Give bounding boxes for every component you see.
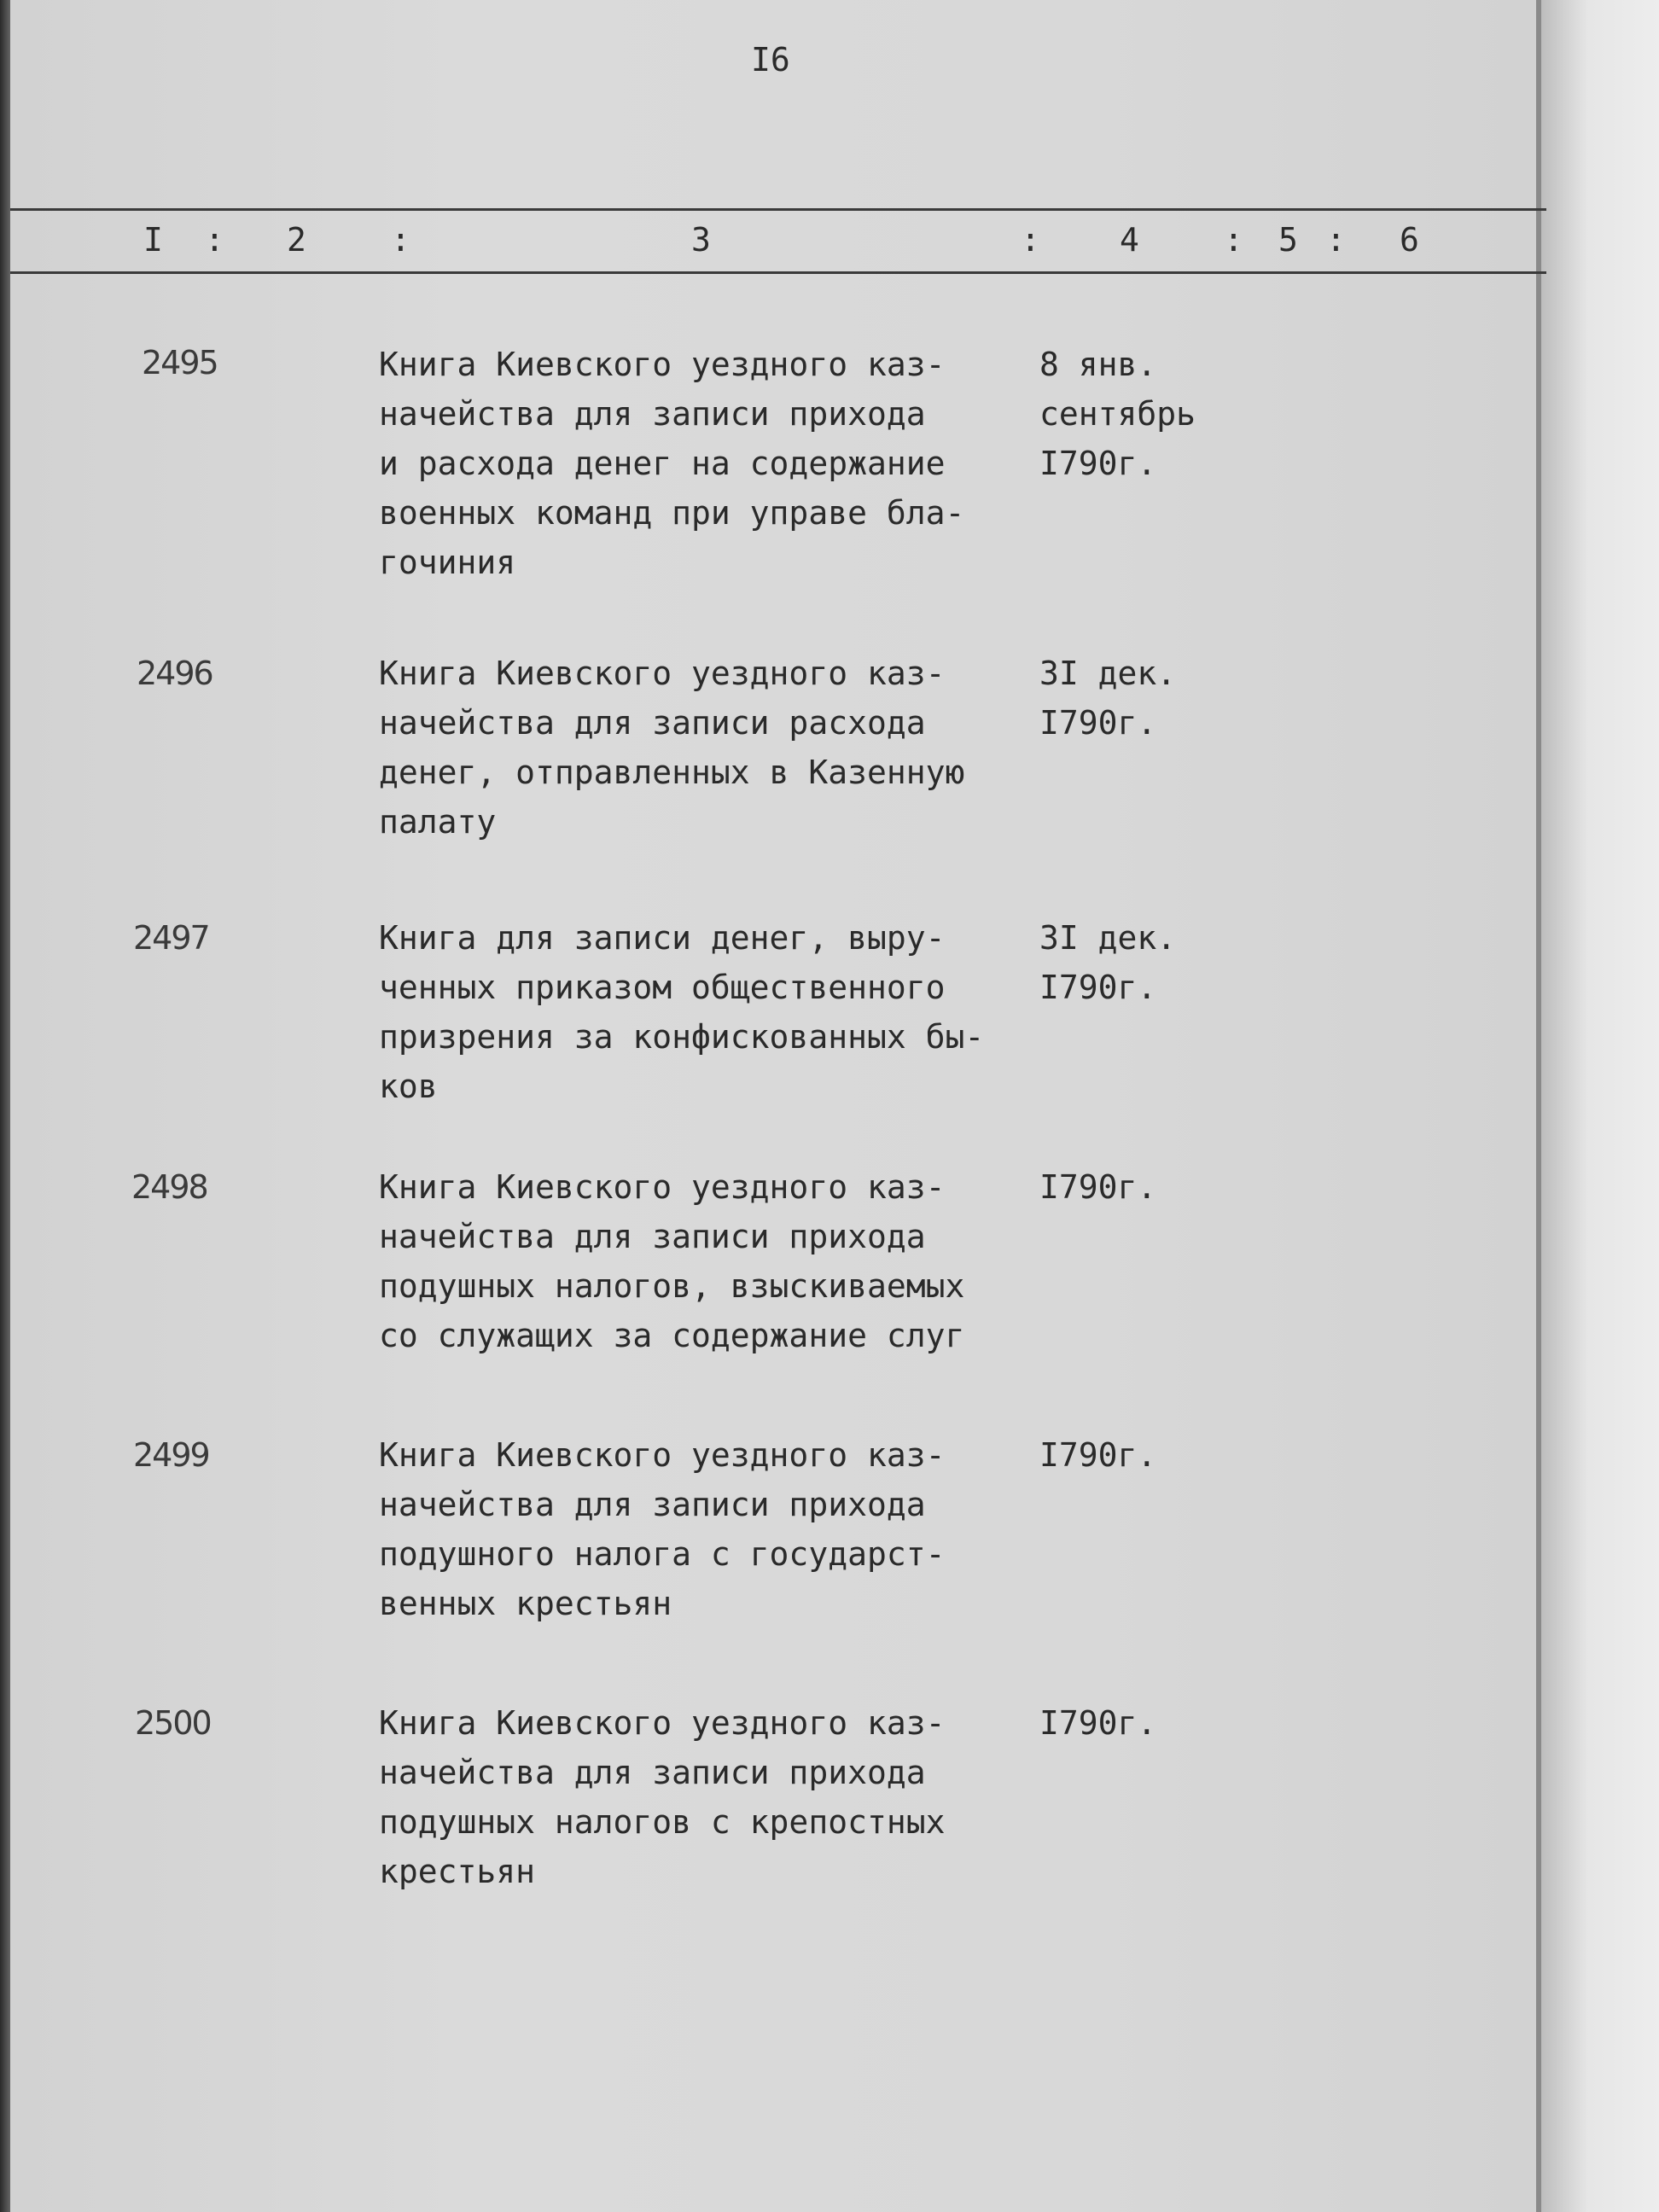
record-number: 2499 (133, 1436, 209, 1474)
record-title: Книга Киевского уездного каз- начейства для записи прихода подушного налога с государст- венных крестьян (379, 1436, 946, 1622)
column-separator-4: : (1224, 221, 1243, 259)
record-title: Книга Киевского уездного каз- начейства для записи прихода подушных налогов с крепостных крестьян (379, 1704, 946, 1890)
column-label-1: I (143, 221, 163, 259)
record-number: 2498 (131, 1168, 207, 1206)
record-date: 8 янв. сентябрь I790г. (1039, 346, 1196, 482)
record-title: Книга Киевского уездного каз- начейства для записи прихода и расхода денег на содержание военных команд при управе бла- гочиния (379, 346, 965, 581)
column-label-2: 2 (287, 221, 306, 259)
column-label-5: 5 (1278, 221, 1298, 259)
record-date: 3I дек. I790г. (1039, 655, 1177, 742)
header-rule-top (10, 208, 1546, 211)
header-rule-bottom (10, 271, 1546, 274)
record-date: 3I дек. I790г. (1039, 919, 1177, 1006)
record-title: Книга Киевского уездного каз- начейства для записи расхода денег, отправленных в Казенную палату (379, 655, 965, 841)
record-date: I790г. (1039, 1436, 1157, 1474)
record-date: I790г. (1039, 1704, 1157, 1742)
column-separator-1: : (205, 221, 224, 259)
column-label-3: 3 (691, 221, 711, 259)
record-number: 2495 (142, 344, 218, 381)
column-separator-3: : (1021, 221, 1040, 259)
record-number: 2500 (135, 1704, 211, 1742)
underlying-sheet (1541, 0, 1659, 2212)
page-number: I6 (751, 41, 790, 79)
column-label-6: 6 (1400, 221, 1419, 259)
record-number: 2496 (137, 655, 212, 692)
record-number: 2497 (133, 919, 209, 957)
column-label-4: 4 (1120, 221, 1139, 259)
record-title: Книга Киевского уездного каз- начейства для записи прихода подушных налогов, взыскиваемых со служащих за содержание слуг (379, 1168, 965, 1354)
column-separator-5: : (1326, 221, 1346, 259)
column-separator-2: : (391, 221, 410, 259)
record-title: Книга для записи денег, выру- ченных приказом общественного призрения за конфискованных бы- ков (379, 919, 985, 1105)
record-date: I790г. (1039, 1168, 1157, 1206)
